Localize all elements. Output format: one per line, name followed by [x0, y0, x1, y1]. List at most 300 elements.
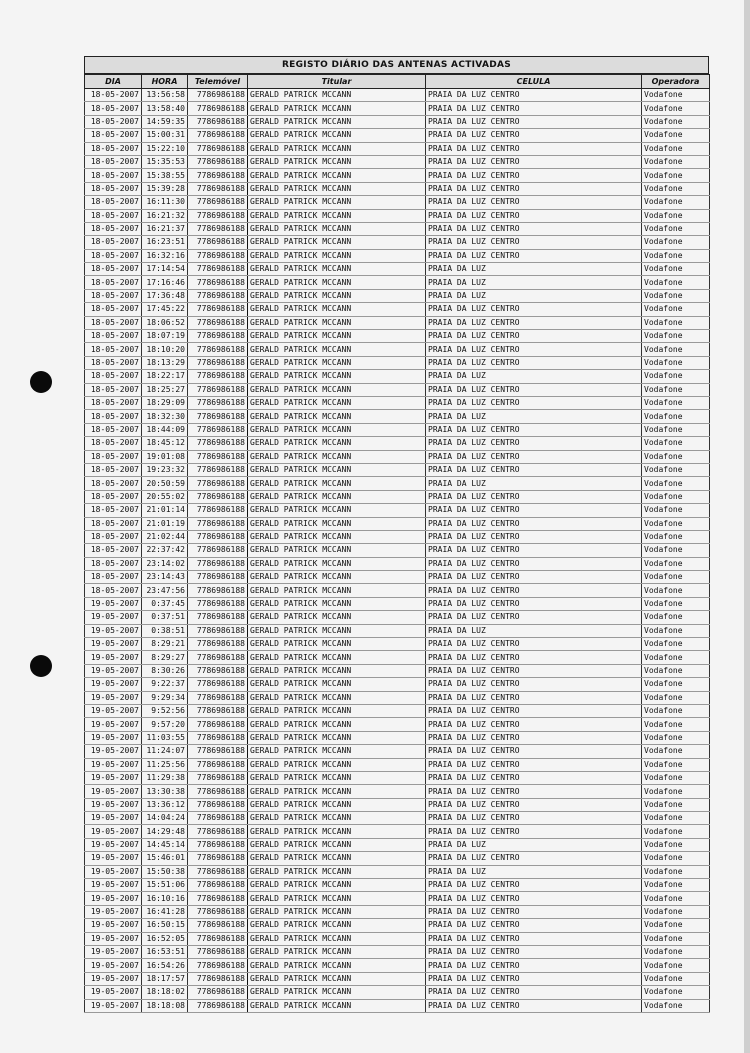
cell-date: 18-05-2007 — [85, 423, 142, 436]
cell-operator: Vodafone — [642, 624, 710, 637]
cell-operator: Vodafone — [642, 263, 710, 276]
cell-operator: Vodafone — [642, 651, 710, 664]
table-row — [85, 437, 710, 450]
cell-time: 19:01:08 — [142, 450, 188, 463]
cell-holder: GERALD PATRICK MCCANN — [248, 798, 426, 811]
table-row — [85, 651, 710, 664]
cell-holder: GERALD PATRICK MCCANN — [248, 129, 426, 142]
cell-cell-site: PRAIA DA LUZ CENTRO — [426, 718, 642, 731]
cell-phone: 7786986188 — [188, 330, 248, 343]
cell-date: 18-05-2007 — [85, 182, 142, 195]
cell-phone: 7786986188 — [188, 597, 248, 610]
cell-phone: 7786986188 — [188, 196, 248, 209]
table-row — [85, 396, 710, 409]
cell-time: 11:25:56 — [142, 758, 188, 771]
cell-date: 19-05-2007 — [85, 999, 142, 1012]
cell-date: 18-05-2007 — [85, 289, 142, 302]
table-row — [85, 504, 710, 517]
cell-operator: Vodafone — [642, 169, 710, 182]
cell-holder: GERALD PATRICK MCCANN — [248, 316, 426, 329]
cell-time: 16:53:51 — [142, 946, 188, 959]
cell-holder: GERALD PATRICK MCCANN — [248, 115, 426, 128]
cell-phone: 7786986188 — [188, 370, 248, 383]
cell-operator: Vodafone — [642, 557, 710, 570]
cell-time: 15:38:55 — [142, 169, 188, 182]
cell-cell-site: PRAIA DA LUZ CENTRO — [426, 571, 642, 584]
cell-cell-site: PRAIA DA LUZ CENTRO — [426, 249, 642, 262]
table-row — [85, 129, 710, 142]
cell-cell-site: PRAIA DA LUZ — [426, 477, 642, 490]
cell-time: 16:21:32 — [142, 209, 188, 222]
cell-date: 19-05-2007 — [85, 785, 142, 798]
cell-date: 18-05-2007 — [85, 343, 142, 356]
cell-phone: 7786986188 — [188, 423, 248, 436]
table-row — [85, 169, 710, 182]
cell-phone: 7786986188 — [188, 946, 248, 959]
cell-holder: GERALD PATRICK MCCANN — [248, 544, 426, 557]
cell-cell-site: PRAIA DA LUZ CENTRO — [426, 932, 642, 945]
cell-date: 18-05-2007 — [85, 396, 142, 409]
cell-cell-site: PRAIA DA LUZ CENTRO — [426, 236, 642, 249]
cell-holder: GERALD PATRICK MCCANN — [248, 155, 426, 168]
cell-date: 18-05-2007 — [85, 437, 142, 450]
cell-operator: Vodafone — [642, 946, 710, 959]
cell-time: 15:50:38 — [142, 865, 188, 878]
cell-time: 14:59:35 — [142, 115, 188, 128]
table-row — [85, 905, 710, 918]
cell-cell-site: PRAIA DA LUZ CENTRO — [426, 490, 642, 503]
cell-date: 18-05-2007 — [85, 330, 142, 343]
cell-phone: 7786986188 — [188, 651, 248, 664]
table-row — [85, 798, 710, 811]
cell-operator: Vodafone — [642, 959, 710, 972]
cell-time: 17:45:22 — [142, 303, 188, 316]
cell-phone: 7786986188 — [188, 276, 248, 289]
cell-date: 19-05-2007 — [85, 771, 142, 784]
table-row — [85, 450, 710, 463]
cell-date: 19-05-2007 — [85, 919, 142, 932]
cell-date: 19-05-2007 — [85, 959, 142, 972]
cell-date: 19-05-2007 — [85, 905, 142, 918]
table-row — [85, 959, 710, 972]
cell-time: 16:11:30 — [142, 196, 188, 209]
cell-phone: 7786986188 — [188, 624, 248, 637]
cell-holder: GERALD PATRICK MCCANN — [248, 812, 426, 825]
cell-operator: Vodafone — [642, 986, 710, 999]
cell-time: 18:07:19 — [142, 330, 188, 343]
cell-operator: Vodafone — [642, 289, 710, 302]
cell-date: 18-05-2007 — [85, 504, 142, 517]
cell-phone: 7786986188 — [188, 972, 248, 985]
col-header-operadora: Operadora — [642, 75, 710, 89]
cell-operator: Vodafone — [642, 303, 710, 316]
cell-phone: 7786986188 — [188, 771, 248, 784]
cell-operator: Vodafone — [642, 611, 710, 624]
cell-phone: 7786986188 — [188, 142, 248, 155]
table-row — [85, 879, 710, 892]
table-row — [85, 330, 710, 343]
cell-phone: 7786986188 — [188, 263, 248, 276]
col-header-hora: HORA — [142, 75, 188, 89]
cell-date: 18-05-2007 — [85, 276, 142, 289]
cell-operator: Vodafone — [642, 530, 710, 543]
cell-operator: Vodafone — [642, 905, 710, 918]
cell-time: 23:14:43 — [142, 571, 188, 584]
cell-time: 16:41:28 — [142, 905, 188, 918]
cell-phone: 7786986188 — [188, 102, 248, 115]
cell-date: 19-05-2007 — [85, 611, 142, 624]
cell-phone: 7786986188 — [188, 477, 248, 490]
table-row — [85, 678, 710, 691]
cell-time: 0:38:51 — [142, 624, 188, 637]
table-row — [85, 249, 710, 262]
table-row — [85, 664, 710, 677]
cell-operator: Vodafone — [642, 102, 710, 115]
cell-operator: Vodafone — [642, 771, 710, 784]
cell-cell-site: PRAIA DA LUZ CENTRO — [426, 959, 642, 972]
cell-date: 18-05-2007 — [85, 303, 142, 316]
table-row — [85, 236, 710, 249]
cell-date: 18-05-2007 — [85, 89, 142, 102]
cell-time: 16:23:51 — [142, 236, 188, 249]
cell-operator: Vodafone — [642, 664, 710, 677]
cell-date: 19-05-2007 — [85, 597, 142, 610]
table-row — [85, 115, 710, 128]
cell-time: 21:01:19 — [142, 517, 188, 530]
table-row — [85, 289, 710, 302]
cell-holder: GERALD PATRICK MCCANN — [248, 477, 426, 490]
cell-date: 18-05-2007 — [85, 584, 142, 597]
cell-cell-site: PRAIA DA LUZ CENTRO — [426, 396, 642, 409]
cell-operator: Vodafone — [642, 316, 710, 329]
cell-cell-site: PRAIA DA LUZ CENTRO — [426, 89, 642, 102]
cell-date: 19-05-2007 — [85, 638, 142, 651]
cell-cell-site: PRAIA DA LUZ CENTRO — [426, 611, 642, 624]
cell-cell-site: PRAIA DA LUZ CENTRO — [426, 517, 642, 530]
cell-operator: Vodafone — [642, 490, 710, 503]
cell-time: 18:25:27 — [142, 383, 188, 396]
cell-holder: GERALD PATRICK MCCANN — [248, 758, 426, 771]
cell-holder: GERALD PATRICK MCCANN — [248, 624, 426, 637]
cell-date: 18-05-2007 — [85, 530, 142, 543]
cell-operator: Vodafone — [642, 423, 710, 436]
table-row — [85, 209, 710, 222]
cell-cell-site: PRAIA DA LUZ CENTRO — [426, 584, 642, 597]
cell-date: 19-05-2007 — [85, 704, 142, 717]
cell-phone: 7786986188 — [188, 704, 248, 717]
cell-time: 23:47:56 — [142, 584, 188, 597]
cell-cell-site: PRAIA DA LUZ CENTRO — [426, 771, 642, 784]
cell-date: 18-05-2007 — [85, 383, 142, 396]
cell-time: 13:58:40 — [142, 102, 188, 115]
cell-operator: Vodafone — [642, 865, 710, 878]
cell-time: 11:24:07 — [142, 745, 188, 758]
table-row — [85, 986, 710, 999]
table-row — [85, 932, 710, 945]
cell-holder: GERALD PATRICK MCCANN — [248, 678, 426, 691]
cell-date: 18-05-2007 — [85, 263, 142, 276]
cell-date: 19-05-2007 — [85, 865, 142, 878]
cell-date: 18-05-2007 — [85, 450, 142, 463]
cell-date: 18-05-2007 — [85, 544, 142, 557]
cell-operator: Vodafone — [642, 852, 710, 865]
cell-time: 18:10:20 — [142, 343, 188, 356]
table-row — [85, 999, 710, 1012]
cell-holder: GERALD PATRICK MCCANN — [248, 169, 426, 182]
cell-holder: GERALD PATRICK MCCANN — [248, 222, 426, 235]
cell-holder: GERALD PATRICK MCCANN — [248, 437, 426, 450]
cell-holder: GERALD PATRICK MCCANN — [248, 276, 426, 289]
cell-time: 16:54:26 — [142, 959, 188, 972]
table-row — [85, 852, 710, 865]
cell-operator: Vodafone — [642, 236, 710, 249]
cell-date: 19-05-2007 — [85, 758, 142, 771]
cell-cell-site: PRAIA DA LUZ CENTRO — [426, 852, 642, 865]
cell-time: 13:36:12 — [142, 798, 188, 811]
table-row — [85, 691, 710, 704]
table-row — [85, 383, 710, 396]
cell-time: 20:55:02 — [142, 490, 188, 503]
cell-holder: GERALD PATRICK MCCANN — [248, 865, 426, 878]
cell-holder: GERALD PATRICK MCCANN — [248, 704, 426, 717]
cell-time: 20:50:59 — [142, 477, 188, 490]
table-row — [85, 276, 710, 289]
table-row — [85, 410, 710, 423]
cell-holder: GERALD PATRICK MCCANN — [248, 182, 426, 195]
table-row — [85, 370, 710, 383]
cell-date: 18-05-2007 — [85, 370, 142, 383]
cell-phone: 7786986188 — [188, 838, 248, 851]
cell-cell-site: PRAIA DA LUZ CENTRO — [426, 825, 642, 838]
cell-time: 17:36:48 — [142, 289, 188, 302]
cell-cell-site: PRAIA DA LUZ CENTRO — [426, 999, 642, 1012]
cell-date: 18-05-2007 — [85, 571, 142, 584]
table-row — [85, 825, 710, 838]
cell-date: 19-05-2007 — [85, 825, 142, 838]
cell-phone: 7786986188 — [188, 463, 248, 476]
cell-time: 18:18:02 — [142, 986, 188, 999]
cell-holder: GERALD PATRICK MCCANN — [248, 905, 426, 918]
cell-holder: GERALD PATRICK MCCANN — [248, 410, 426, 423]
cell-cell-site: PRAIA DA LUZ CENTRO — [426, 651, 642, 664]
cell-date: 19-05-2007 — [85, 838, 142, 851]
cell-operator: Vodafone — [642, 182, 710, 195]
cell-phone: 7786986188 — [188, 731, 248, 744]
cell-holder: GERALD PATRICK MCCANN — [248, 303, 426, 316]
cell-operator: Vodafone — [642, 450, 710, 463]
cell-time: 15:39:28 — [142, 182, 188, 195]
table-row — [85, 544, 710, 557]
cell-cell-site: PRAIA DA LUZ — [426, 410, 642, 423]
cell-cell-site: PRAIA DA LUZ CENTRO — [426, 209, 642, 222]
cell-date: 18-05-2007 — [85, 463, 142, 476]
cell-date: 19-05-2007 — [85, 718, 142, 731]
cell-phone: 7786986188 — [188, 169, 248, 182]
cell-holder: GERALD PATRICK MCCANN — [248, 383, 426, 396]
table-row — [85, 584, 710, 597]
cell-operator: Vodafone — [642, 678, 710, 691]
cell-time: 14:04:24 — [142, 812, 188, 825]
col-header-celula: CELULA — [426, 75, 642, 89]
cell-date: 18-05-2007 — [85, 557, 142, 570]
cell-cell-site: PRAIA DA LUZ CENTRO — [426, 638, 642, 651]
cell-cell-site: PRAIA DA LUZ CENTRO — [426, 892, 642, 905]
cell-time: 14:45:14 — [142, 838, 188, 851]
cell-date: 19-05-2007 — [85, 731, 142, 744]
col-header-telemovel: Telemóvel — [188, 75, 248, 89]
cell-time: 8:29:27 — [142, 651, 188, 664]
cell-phone: 7786986188 — [188, 798, 248, 811]
cell-operator: Vodafone — [642, 892, 710, 905]
cell-operator: Vodafone — [642, 410, 710, 423]
cell-phone: 7786986188 — [188, 611, 248, 624]
cell-holder: GERALD PATRICK MCCANN — [248, 597, 426, 610]
cell-phone: 7786986188 — [188, 718, 248, 731]
cell-time: 22:37:42 — [142, 544, 188, 557]
cell-date: 19-05-2007 — [85, 798, 142, 811]
cell-operator: Vodafone — [642, 638, 710, 651]
table-row — [85, 812, 710, 825]
cell-time: 0:37:45 — [142, 597, 188, 610]
cell-time: 9:52:56 — [142, 704, 188, 717]
cell-phone: 7786986188 — [188, 155, 248, 168]
cell-holder: GERALD PATRICK MCCANN — [248, 209, 426, 222]
cell-holder: GERALD PATRICK MCCANN — [248, 236, 426, 249]
table-row — [85, 303, 710, 316]
cell-phone: 7786986188 — [188, 437, 248, 450]
cell-time: 14:29:48 — [142, 825, 188, 838]
table-row — [85, 557, 710, 570]
cell-phone: 7786986188 — [188, 343, 248, 356]
cell-holder: GERALD PATRICK MCCANN — [248, 745, 426, 758]
col-header-dia: DIA — [85, 75, 142, 89]
cell-phone: 7786986188 — [188, 289, 248, 302]
cell-cell-site: PRAIA DA LUZ CENTRO — [426, 678, 642, 691]
cell-time: 18:13:29 — [142, 356, 188, 369]
cell-time: 18:45:12 — [142, 437, 188, 450]
cell-holder: GERALD PATRICK MCCANN — [248, 638, 426, 651]
cell-phone: 7786986188 — [188, 584, 248, 597]
cell-holder: GERALD PATRICK MCCANN — [248, 289, 426, 302]
cell-holder: GERALD PATRICK MCCANN — [248, 838, 426, 851]
cell-operator: Vodafone — [642, 584, 710, 597]
cell-cell-site: PRAIA DA LUZ CENTRO — [426, 129, 642, 142]
cell-time: 9:29:34 — [142, 691, 188, 704]
cell-cell-site: PRAIA DA LUZ CENTRO — [426, 919, 642, 932]
cell-operator: Vodafone — [642, 691, 710, 704]
cell-date: 18-05-2007 — [85, 316, 142, 329]
cell-time: 18:32:30 — [142, 410, 188, 423]
cell-time: 8:30:26 — [142, 664, 188, 677]
cell-holder: GERALD PATRICK MCCANN — [248, 611, 426, 624]
cell-date: 18-05-2007 — [85, 129, 142, 142]
cell-holder: GERALD PATRICK MCCANN — [248, 102, 426, 115]
cell-operator: Vodafone — [642, 825, 710, 838]
cell-operator: Vodafone — [642, 919, 710, 932]
table-row — [85, 919, 710, 932]
cell-cell-site: PRAIA DA LUZ CENTRO — [426, 330, 642, 343]
cell-time: 18:18:08 — [142, 999, 188, 1012]
cell-cell-site: PRAIA DA LUZ CENTRO — [426, 731, 642, 744]
cell-operator: Vodafone — [642, 142, 710, 155]
cell-cell-site: PRAIA DA LUZ CENTRO — [426, 704, 642, 717]
cell-date: 19-05-2007 — [85, 678, 142, 691]
cell-operator: Vodafone — [642, 330, 710, 343]
cell-time: 21:01:14 — [142, 504, 188, 517]
cell-phone: 7786986188 — [188, 986, 248, 999]
cell-cell-site: PRAIA DA LUZ CENTRO — [426, 972, 642, 985]
cell-cell-site: PRAIA DA LUZ CENTRO — [426, 798, 642, 811]
table-row — [85, 946, 710, 959]
cell-cell-site: PRAIA DA LUZ — [426, 624, 642, 637]
cell-date: 18-05-2007 — [85, 477, 142, 490]
cell-holder: GERALD PATRICK MCCANN — [248, 504, 426, 517]
cell-time: 18:17:57 — [142, 972, 188, 985]
cell-cell-site: PRAIA DA LUZ CENTRO — [426, 115, 642, 128]
table-row — [85, 771, 710, 784]
cell-holder: GERALD PATRICK MCCANN — [248, 946, 426, 959]
cell-phone: 7786986188 — [188, 999, 248, 1012]
cell-operator: Vodafone — [642, 718, 710, 731]
cell-holder: GERALD PATRICK MCCANN — [248, 370, 426, 383]
cell-cell-site: PRAIA DA LUZ CENTRO — [426, 758, 642, 771]
cell-operator: Vodafone — [642, 343, 710, 356]
cell-time: 16:21:37 — [142, 222, 188, 235]
cell-cell-site: PRAIA DA LUZ CENTRO — [426, 356, 642, 369]
cell-date: 19-05-2007 — [85, 651, 142, 664]
cell-cell-site: PRAIA DA LUZ CENTRO — [426, 102, 642, 115]
cell-operator: Vodafone — [642, 129, 710, 142]
cell-date: 18-05-2007 — [85, 517, 142, 530]
cell-operator: Vodafone — [642, 276, 710, 289]
cell-phone: 7786986188 — [188, 959, 248, 972]
cell-operator: Vodafone — [642, 89, 710, 102]
table-row — [85, 263, 710, 276]
cell-operator: Vodafone — [642, 932, 710, 945]
cell-holder: GERALD PATRICK MCCANN — [248, 919, 426, 932]
cell-operator: Vodafone — [642, 597, 710, 610]
cell-date: 18-05-2007 — [85, 236, 142, 249]
cell-holder: GERALD PATRICK MCCANN — [248, 584, 426, 597]
table-row — [85, 222, 710, 235]
cell-cell-site: PRAIA DA LUZ — [426, 263, 642, 276]
cell-time: 17:14:54 — [142, 263, 188, 276]
cell-cell-site: PRAIA DA LUZ CENTRO — [426, 303, 642, 316]
table-row — [85, 972, 710, 985]
cell-cell-site: PRAIA DA LUZ CENTRO — [426, 812, 642, 825]
cell-time: 11:29:38 — [142, 771, 188, 784]
cell-date: 18-05-2007 — [85, 169, 142, 182]
table-row — [85, 490, 710, 503]
cell-holder: GERALD PATRICK MCCANN — [248, 142, 426, 155]
cell-phone: 7786986188 — [188, 182, 248, 195]
cell-holder: GERALD PATRICK MCCANN — [248, 771, 426, 784]
cell-cell-site: PRAIA DA LUZ CENTRO — [426, 316, 642, 329]
cell-operator: Vodafone — [642, 812, 710, 825]
cell-cell-site: PRAIA DA LUZ CENTRO — [426, 222, 642, 235]
cell-time: 13:30:38 — [142, 785, 188, 798]
cell-holder: GERALD PATRICK MCCANN — [248, 731, 426, 744]
table-row — [85, 745, 710, 758]
cell-phone: 7786986188 — [188, 758, 248, 771]
cell-operator: Vodafone — [642, 972, 710, 985]
table-row — [85, 477, 710, 490]
cell-operator: Vodafone — [642, 155, 710, 168]
cell-phone: 7786986188 — [188, 785, 248, 798]
cell-operator: Vodafone — [642, 383, 710, 396]
cell-date: 18-05-2007 — [85, 196, 142, 209]
cell-cell-site: PRAIA DA LUZ CENTRO — [426, 544, 642, 557]
